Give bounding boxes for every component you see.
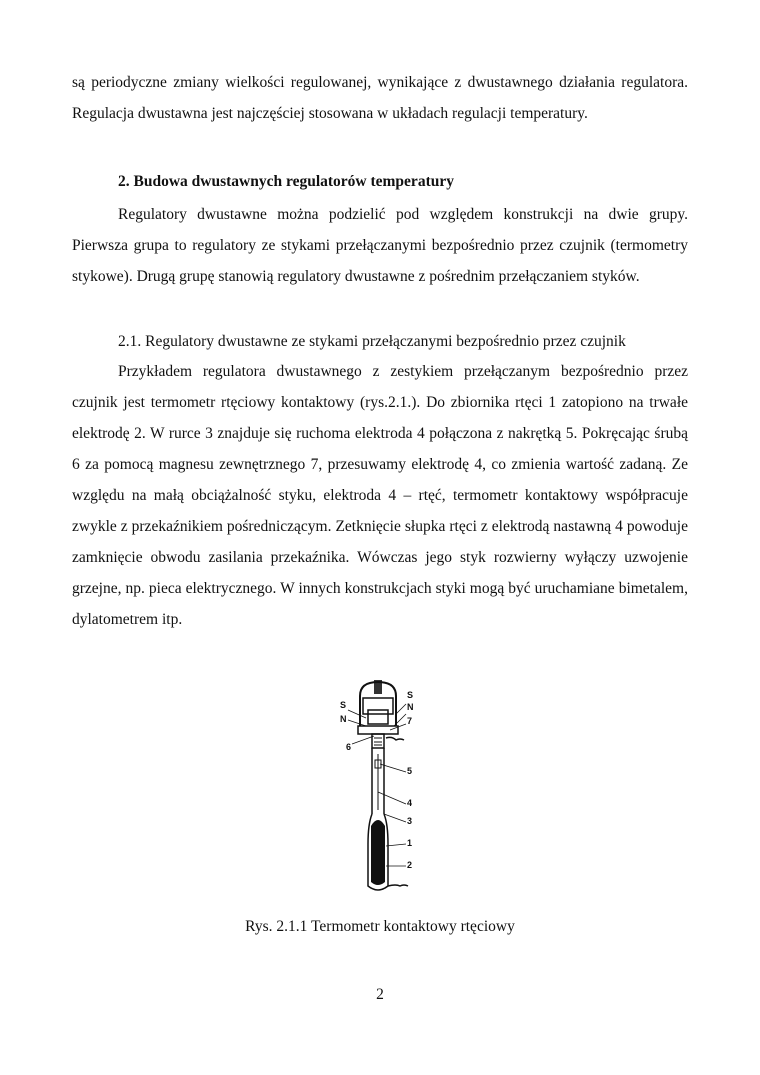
label-7: 7 <box>407 716 413 726</box>
label-5: 5 <box>407 766 413 776</box>
label-s-left: S <box>340 700 347 710</box>
wire-bottom <box>388 885 408 886</box>
mercury-column <box>371 820 385 885</box>
label-2: 2 <box>407 860 413 870</box>
page-number: 2 <box>376 986 384 1003</box>
label-4: 4 <box>407 798 413 808</box>
paragraph-groups: Regulatory dwustawne można podzielić pod względem konstrukcji na dwie grupy. Pierwsza grupa to regulatory ze stykami przełączanymi bezpośrednio przez czujnik (termometry stykowe). Drugą grupę stanowią regulatory dwustawne z pośrednim przełączaniem styków. <box>72 206 688 285</box>
label-n-right: N <box>407 702 414 712</box>
subsection-heading: 2.1. Regulatory dwustawne ze stykami przełączanymi bezpośrednio przez czujnik <box>118 333 626 350</box>
wire-top <box>386 737 404 740</box>
paragraph-intro: są periodyczne zmiany wielkości regulowanej, wynikające z dwustawnego działania regulatora. Regulacja dwustawna jest najczęściej stosowana w układach regulacji temperatury. <box>72 74 688 122</box>
figure-caption: Rys. 2.1.1 Termometr kontaktowy rtęciowy <box>245 918 515 935</box>
label-1: 1 <box>407 838 413 848</box>
paragraph-example: Przykładem regulatora dwustawnego z zestykiem przełączanym bezpośrednio przez czujnik jest termometr rtęciowy kontaktowy (rys.2.1.). Do zbiornika rtęci 1 zatopiono na trwałe elektrodę 2. W rurce 3 znajduje się ruchoma elektroda 4 połączona z nakrętką 5. Pokręcając śrubą 6 za pomocą magnesu zewnętrznego 7, przesuwamy elektrodę 4, co zmienia wartość zadaną. Ze względu na małą obciążalność styku, elektroda 4 – rtęć, termometr kontaktowy współpracuje zwykle z przekaźnikiem pośredniczącym. Zetknięcie słupka rtęci z elektrodą nastawną 4 powoduje zamknięcie obwodu zasilania przekaźnika. Wówczas jego styk rozwierny wyłączy uzwojenie grzejne, np. pieca elektrycznego. W innych konstrukcjach styki mogą być uruchamiane bimetalem, dylatometrem itp. <box>72 363 688 628</box>
section-heading: 2. Budowa dwustawnych regulatorów temperatury <box>118 173 454 190</box>
contact-thermometer-figure <box>330 674 420 896</box>
label-6: 6 <box>346 742 352 752</box>
label-3: 3 <box>407 816 413 826</box>
label-s-right: S <box>407 690 414 700</box>
label-n-left: N <box>340 714 347 724</box>
